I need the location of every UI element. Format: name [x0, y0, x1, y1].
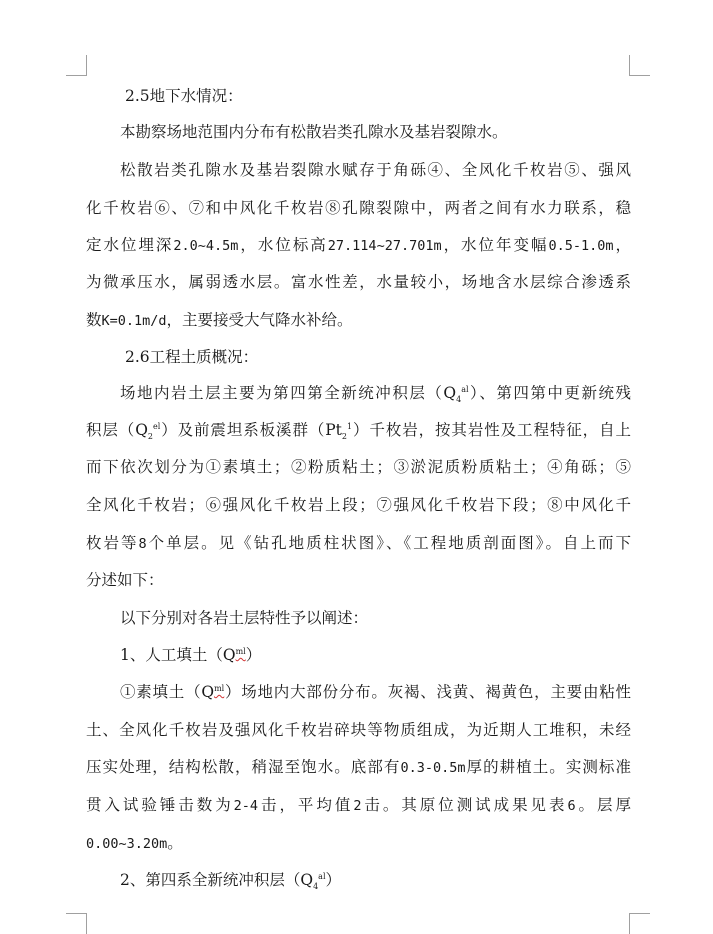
paragraph-line: 分述如下：: [86, 571, 164, 589]
paragraph-line: 贯入试验锤击数为2-4击，平均值2击。其原位测试成果见表6。层厚: [86, 796, 631, 814]
paragraph-line: 定水位埋深2.0~4.5m，水位标高27.114~27.701m，水位年变幅0.5-1.0m，: [86, 236, 631, 254]
paragraph-line: 化千枚岩⑥、⑦和中风化千枚岩⑧孔隙裂隙中，两者之间有水力联系，稳: [86, 199, 631, 217]
paragraph-layer-intro: 以下分别对各岩土层特性予以阐述：: [120, 609, 369, 627]
paragraph-line: 积层$(Q_2^{el})$及前震坦系板溪群$(Pt_2^1)$千枚岩，按其岩性及工程特征，自上: [86, 421, 631, 442]
paragraph-line: ①素填土$(Q^{ml})$场地内大部份分布。灰褐、浅黄、褐黄色，主要由粘性: [120, 683, 631, 701]
paragraph-line: 场地内岩土层主要为第四第全新统冲积层$(Q_4^{al})$、第四第中更新统残: [120, 384, 631, 405]
paragraph-line: 全风化千枚岩；⑥强风化千枚岩上段；⑦强风化千枚岩下段；⑧中风化千: [86, 496, 631, 514]
paragraph-line: 枚岩等8个单层。见《钻孔地质柱状图》、《工程地质剖面图》。自上而下: [86, 534, 631, 552]
paragraph-line: 而下依次划分为①素填土；②粉质粘土；③淤泥质粉质粘土；④角砾；⑤: [86, 458, 631, 476]
item-alluvial-layer: 2、第四系全新统冲积层$(Q_4^{al})$: [120, 871, 342, 892]
item-artificial-fill: 1、人工填土$(Q^{ml})$: [120, 646, 262, 664]
paragraph-line: 土、全风化千枚岩及强风化千枚岩碎块等物质组成，为近期人工堆积，未经: [86, 721, 631, 739]
heading-soil-overview: 2.6工程土质概况：: [125, 348, 259, 366]
paragraph-line: 松散岩类孔隙水及基岩裂隙水赋存于角砾④、全风化千枚岩⑤、强风: [120, 161, 631, 179]
heading-groundwater: 2.5地下水情况：: [125, 87, 243, 105]
paragraph-groundwater-intro: 本勘察场地范围内分布有松散岩类孔隙水及基岩裂隙水。: [120, 123, 508, 141]
paragraph-line: 0.00~3.20m。: [86, 834, 183, 852]
paragraph-line: 为微承压水，属弱透水层。富水性差，水量较小，场地含水层综合渗透系: [86, 273, 631, 291]
paragraph-line: 数K=0.1m/d，主要接受大气降水补给。: [86, 311, 353, 329]
page-corner-mark-top-right: [629, 55, 650, 76]
page-corner-mark-top-left: [66, 55, 87, 76]
paragraph-line: 压实处理，结构松散，稍湿至饱水。底部有0.3-0.5m厚的耕植土。实测标准: [86, 758, 631, 776]
